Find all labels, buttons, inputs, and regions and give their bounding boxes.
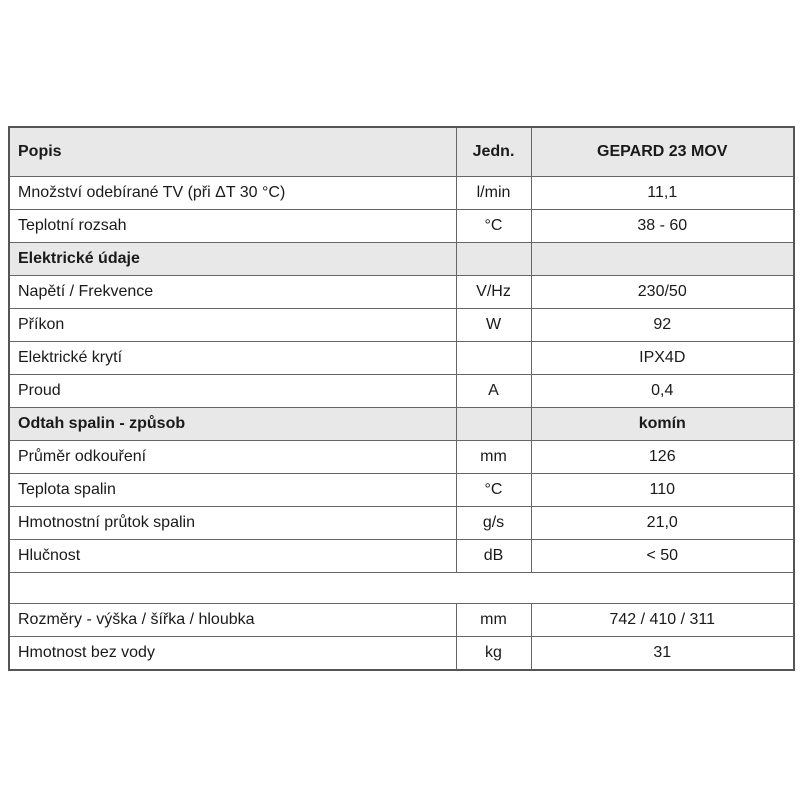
cell-value: 110 (531, 474, 794, 507)
section-label: Elektrické údaje (9, 243, 456, 276)
row-flow-rate (9, 177, 794, 210)
cell-unit (456, 408, 531, 441)
row-power-input (9, 309, 794, 342)
header-row (9, 127, 794, 177)
cell-label: Hlučnost (9, 540, 456, 573)
cell-value: 31 (531, 637, 794, 671)
cell-value: 21,0 (531, 507, 794, 540)
row-flue-mass-flow (9, 507, 794, 540)
row-empty (9, 573, 794, 604)
header-unit: Jedn. (456, 127, 531, 177)
cell-value (531, 243, 794, 276)
cell-label: Hmotnost bez vody (9, 637, 456, 671)
cell-label: Příkon (9, 309, 456, 342)
cell-value: 230/50 (531, 276, 794, 309)
cell-value: 0,4 (531, 375, 794, 408)
cell-label: Rozměry - výška / šířka / hloubka (9, 604, 456, 637)
cell-unit: W (456, 309, 531, 342)
cell-unit: °C (456, 474, 531, 507)
header-description: Popis (9, 127, 456, 177)
cell-unit: g/s (456, 507, 531, 540)
cell-label: Množství odebírané TV (při ΔT 30 °C) (9, 177, 456, 210)
section-electrical (9, 243, 794, 276)
cell-unit: l/min (456, 177, 531, 210)
cell-unit (456, 243, 531, 276)
cell-value: 38 - 60 (531, 210, 794, 243)
cell-label: Teplotní rozsah (9, 210, 456, 243)
cell-unit: mm (456, 441, 531, 474)
row-noise-level (9, 540, 794, 573)
cell-unit: kg (456, 637, 531, 671)
cell-label: Napětí / Frekvence (9, 276, 456, 309)
header-model: GEPARD 23 MOV (531, 127, 794, 177)
cell-value: 92 (531, 309, 794, 342)
row-temperature-range (9, 210, 794, 243)
row-flue-temperature (9, 474, 794, 507)
cell-unit: V/Hz (456, 276, 531, 309)
cell-label: Proud (9, 375, 456, 408)
cell-unit: mm (456, 604, 531, 637)
row-protection-rating (9, 342, 794, 375)
cell-label: Hmotnostní průtok spalin (9, 507, 456, 540)
empty-cell (9, 573, 794, 604)
cell-value: < 50 (531, 540, 794, 573)
cell-unit: A (456, 375, 531, 408)
cell-value: komín (531, 408, 794, 441)
spec-table (8, 126, 795, 671)
row-weight-without-water (9, 637, 794, 671)
cell-value: 11,1 (531, 177, 794, 210)
row-dimensions (9, 604, 794, 637)
section-label: Odtah spalin - způsob (9, 408, 456, 441)
row-current (9, 375, 794, 408)
cell-unit: dB (456, 540, 531, 573)
row-voltage-frequency (9, 276, 794, 309)
cell-label: Průměr odkouření (9, 441, 456, 474)
cell-unit (456, 342, 531, 375)
cell-unit: °C (456, 210, 531, 243)
cell-label: Teplota spalin (9, 474, 456, 507)
row-flue-diameter (9, 441, 794, 474)
section-flue-gas (9, 408, 794, 441)
cell-label: Elektrické krytí (9, 342, 456, 375)
cell-value: IPX4D (531, 342, 794, 375)
cell-value: 126 (531, 441, 794, 474)
cell-value: 742 / 410 / 311 (531, 604, 794, 637)
